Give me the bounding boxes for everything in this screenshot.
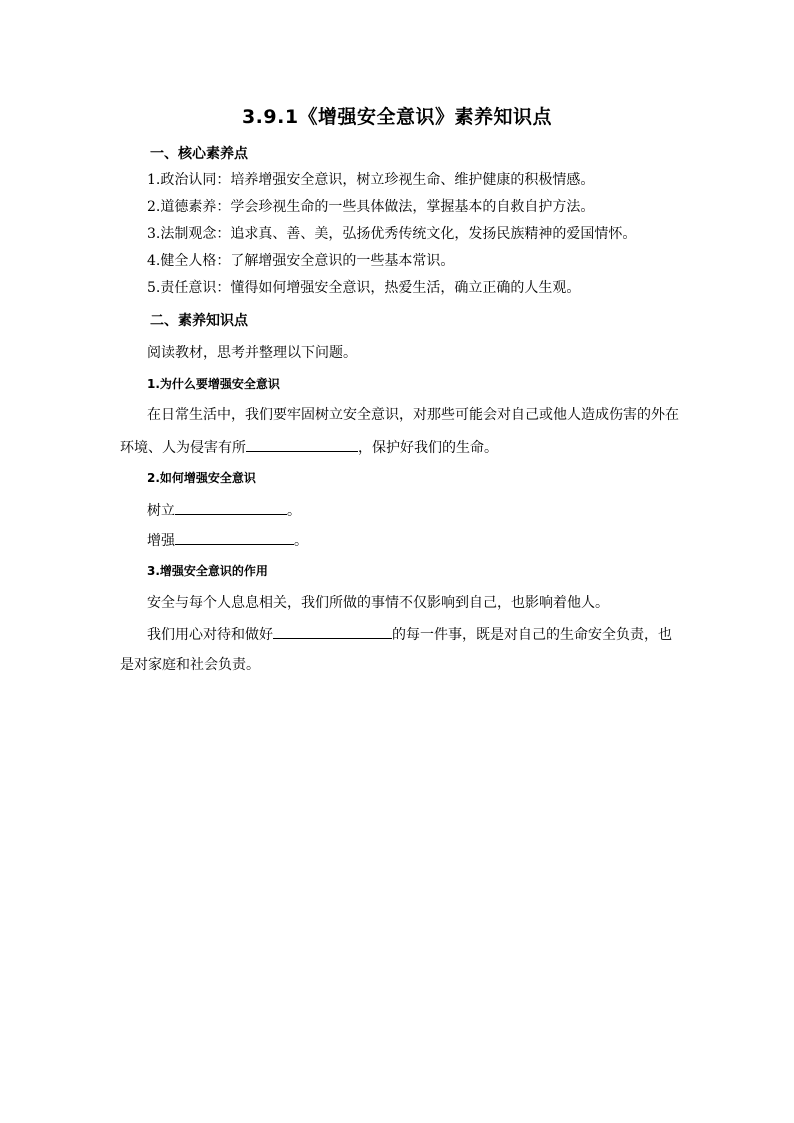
page-title: 3.9.1《增强安全意识》素养知识点 bbox=[241, 106, 553, 128]
list-item: 5.责任意识：懂得如何增强安全意识，热爱生活，确立正确的人生观。 bbox=[147, 280, 581, 296]
list-item: 1.政治认同：培养增强安全意识，树立珍视生命、维护健康的积极情感。 bbox=[147, 172, 595, 188]
list-item: 2.道德素养：学会珍视生命的一些具体做法，掌握基本的自救自护方法。 bbox=[147, 199, 595, 215]
paragraph-line: 在日常生活中，我们要牢固树立安全意识，对那些可能会对自己或他人造成伤害的外在 bbox=[147, 407, 679, 423]
fill-in-blank bbox=[246, 437, 358, 452]
paragraph-text: 的每一件事，既是对自己的生命安全负责，也 bbox=[392, 627, 672, 643]
fill-in-blank bbox=[175, 530, 294, 545]
list-item: 3.法制观念：追求真、善、美，弘扬优秀传统文化，发扬民族精神的爱国情怀。 bbox=[147, 226, 637, 242]
question-heading-2: 2.如何增强安全意识 bbox=[147, 471, 256, 485]
paragraph-line-with-blank bbox=[147, 624, 672, 645]
paragraph-text: 增强 bbox=[147, 533, 175, 549]
section-intro: 阅读教材，思考并整理以下问题。 bbox=[147, 345, 357, 361]
question-heading-1: 1.为什么要增强安全意识 bbox=[147, 377, 280, 391]
paragraph-text: 。 bbox=[287, 503, 301, 519]
section-heading-knowledge-points: 二、素养知识点 bbox=[150, 313, 248, 329]
fill-in-blank bbox=[273, 624, 392, 639]
paragraph-text: ，保护好我们的生命。 bbox=[358, 440, 498, 456]
answer-line-with-blank bbox=[147, 500, 301, 521]
paragraph-line: 是对家庭和社会负责。 bbox=[120, 657, 260, 673]
fill-in-blank bbox=[175, 500, 287, 515]
answer-line-with-blank bbox=[147, 530, 308, 551]
question-heading-3: 3.增强安全意识的作用 bbox=[147, 564, 268, 578]
paragraph-text: 我们用心对待和做好 bbox=[147, 627, 273, 643]
list-item: 4.健全人格：了解增强安全意识的一些基本常识。 bbox=[147, 253, 455, 269]
paragraph-line: 安全与每个人息息相关，我们所做的事情不仅影响到自己，也影响着他人。 bbox=[147, 595, 609, 611]
paragraph-text: 。 bbox=[294, 533, 308, 549]
paragraph-text: 树立 bbox=[147, 503, 175, 519]
paragraph-text: 环境、人为侵害有所 bbox=[120, 440, 246, 456]
paragraph-line-with-blank bbox=[120, 437, 498, 458]
section-heading-core-literacy: 一、核心素养点 bbox=[150, 146, 248, 162]
